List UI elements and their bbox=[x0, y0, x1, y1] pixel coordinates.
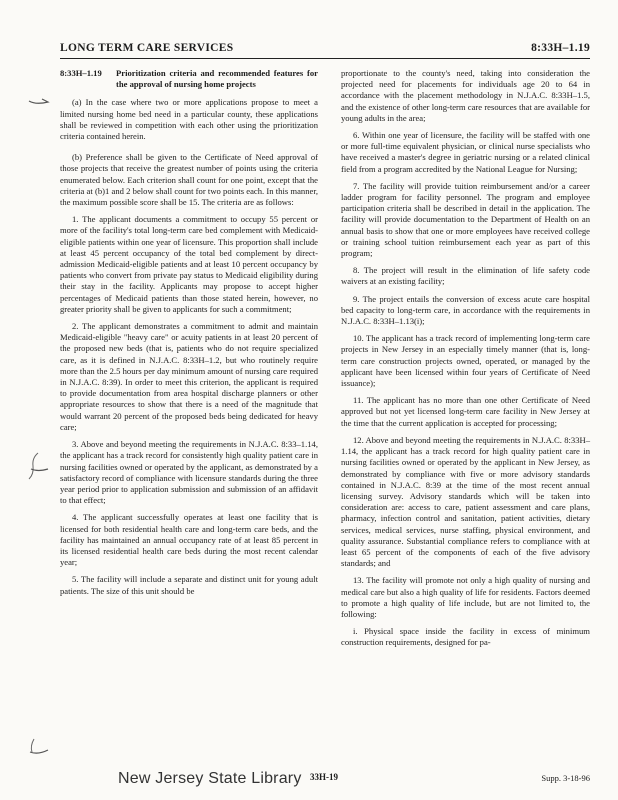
paragraph: proportionate to the county's need, taking into consideration the projected need for placements for individuals age 20 to 64 in accordance with the placement methodology in N.J.A.C. 8:33H–1.5, and the existence of other long-term care resources that are available for young adults in the area; bbox=[341, 68, 590, 123]
right-column bbox=[341, 68, 590, 655]
paragraph: 5. The facility will include a separate and distinct unit for young adult patients. The size of this unit should be bbox=[60, 574, 318, 596]
paragraph: 7. The facility will provide tuition reimbursement and/or a career ladder program for facility personnel. The program and employee participation criteria shall be described in detail in the application. The facility will provide documentation to the Department of Health on an annual basis to show that one or more employees have received college or training school tuition reimbursement each year as part of this program; bbox=[341, 180, 590, 259]
section-heading bbox=[60, 68, 318, 90]
paragraph: 13. The facility will promote not only a high quality of nursing and medical care but also a high quality of life for residents. Factors deemed to promote a high quality of life include, but are not limited to, the following: bbox=[341, 575, 590, 619]
header-section-number: 8:33H–1.19 bbox=[531, 42, 590, 54]
supplement-date: Supp. 3-18-96 bbox=[541, 773, 590, 783]
paragraph: (a) In the case where two or more applications propose to meet a limited nursing home bed need in a particular county, these applications shall be reviewed in competition with each other using the prioritization criteria contained herein. bbox=[60, 97, 318, 142]
paragraph: (b) Preference shall be given to the Certificate of Need approval of those projects that receive the greatest number of points using the criteria enumerated below. Each criterion shall count for one point, except that the criteria at (b)1 and 2 below shall count for two points each. In this manner, the maximum possible score shall be 15. The criteria are as follows: bbox=[60, 152, 318, 208]
library-stamp: New Jersey State Library bbox=[118, 770, 302, 787]
margin-bracket-icon bbox=[28, 452, 50, 480]
header-chapter-title: LONG TERM CARE SERVICES bbox=[60, 42, 234, 54]
paragraph: 6. Within one year of licensure, the facility will be staffed with one or more full-time equivalent physician, or clinical nurse specialists who have received a master's degree in geriatric nursing or a related clinical field from a program accredited by the National League for Nursing; bbox=[341, 130, 590, 174]
paragraph: 12. Above and beyond meeting the requirements in N.J.A.C. 8:33H–1.14, the applicant has a track record for high quality patient care in nursing facilities owned or operated by the applicant in New Jersey, as demonstrated by compliance with five or more advisory standards contained in N.J.A.C. 8:39 at the time of the most recent annual licensing survey. Advisory standards which will be taken into consideration are: access to care, patient assessment and care plans, pharmacy, infection control and sanitation, patient activities, dietary services, medical services, nurse staffing, physical environment, and quality assurance. Substantial compliance refers to compliance with at least 65 percent of the components of each of the five advisory standards; and bbox=[341, 434, 590, 569]
page-footer bbox=[60, 768, 590, 790]
margin-bracket-icon bbox=[28, 738, 50, 764]
paragraph: 10. The applicant has a track record of implementing long-term care projects in New Jersey in an especially timely manner (that is, long-term care construction projects owned, operated, or managed by the applicant have been licensed within four years of Certificate of Need issuance); bbox=[341, 333, 590, 389]
page-number: 33H-19 bbox=[310, 772, 338, 782]
running-header bbox=[60, 40, 590, 59]
section-title: Prioritization criteria and recommended features for the approval of nursing home projects bbox=[116, 68, 318, 90]
paragraph: 11. The applicant has no more than one other Certificate of Need approved but not yet licensed long-term care facility in New Jersey at the time that the current application is accepted for processing; bbox=[341, 395, 590, 428]
section-number: 8:33H–1.19 bbox=[60, 68, 102, 78]
margin-mark-icon bbox=[28, 96, 50, 108]
paragraph: i. Physical space inside the facility in excess of minimum construction requirements, designed for pa- bbox=[341, 626, 590, 648]
paragraph: 8. The project will result in the elimination of life safety code waivers at an existing facility; bbox=[341, 265, 590, 287]
paragraph: 3. Above and beyond meeting the requirements in N.J.A.C. 8:33–1.14, the applicant has a track record for consistently high quality patient care in nursing facilities owned or operated by the applicant, as demonstrated by a satisfactory record of compliance with licensure standards during the three year period prior to application submission and submission of an affidavit to that effect; bbox=[60, 439, 318, 506]
paragraph: 2. The applicant demonstrates a commitment to admit and maintain Medicaid-eligible "heavy care" or acuity patients in at least 20 percent of the proposed new beds (that is, patients who do not require specialized care, as it is defined in N.J.A.C. 8:33H–1.2, but who routinely require more than the 2.5 hours per day minimum amount of nursing care required in N.J.A.C. 8:39). In order to meet this criterion, the applicant is required to provide documentation from area hospital discharge planners or other appropriate resources to show that there is a need of the magnitude that would warrant 20 percent of the proposed beds being dedicated for heavy care; bbox=[60, 321, 318, 432]
paragraph: 1. The applicant documents a commitment to occupy 55 percent or more of the facility's total long-term care bed complement with Medicaid-eligible patients within one year of licensure. This proportion shall include at least 45 percent occupancy of the total bed complement by direct-admission Medicaid-eligible patients and at least 10 percent occupancy by patients who convert from private pay status to Medicaid eligibility during their stay in the facility. Applicants may propose to accept higher percentages of Medicaid patients than those stated herein, however, no greater priority shall be given to applicants for such a commitment; bbox=[60, 214, 318, 314]
paragraph: 4. The applicant successfully operates at least one facility that is licensed for both residential health care and long-term care beds, and the facility has maintained an annual occupancy rate of at least 85 percent in its licensed residential health care beds during the most recent calendar year; bbox=[60, 512, 318, 568]
left-column bbox=[60, 68, 318, 603]
paragraph: 9. The project entails the conversion of excess acute care hospital bed capacity to long-term care, in accordance with the requirements in N.J.A.C. 8:33H–1.13(i); bbox=[341, 293, 590, 327]
